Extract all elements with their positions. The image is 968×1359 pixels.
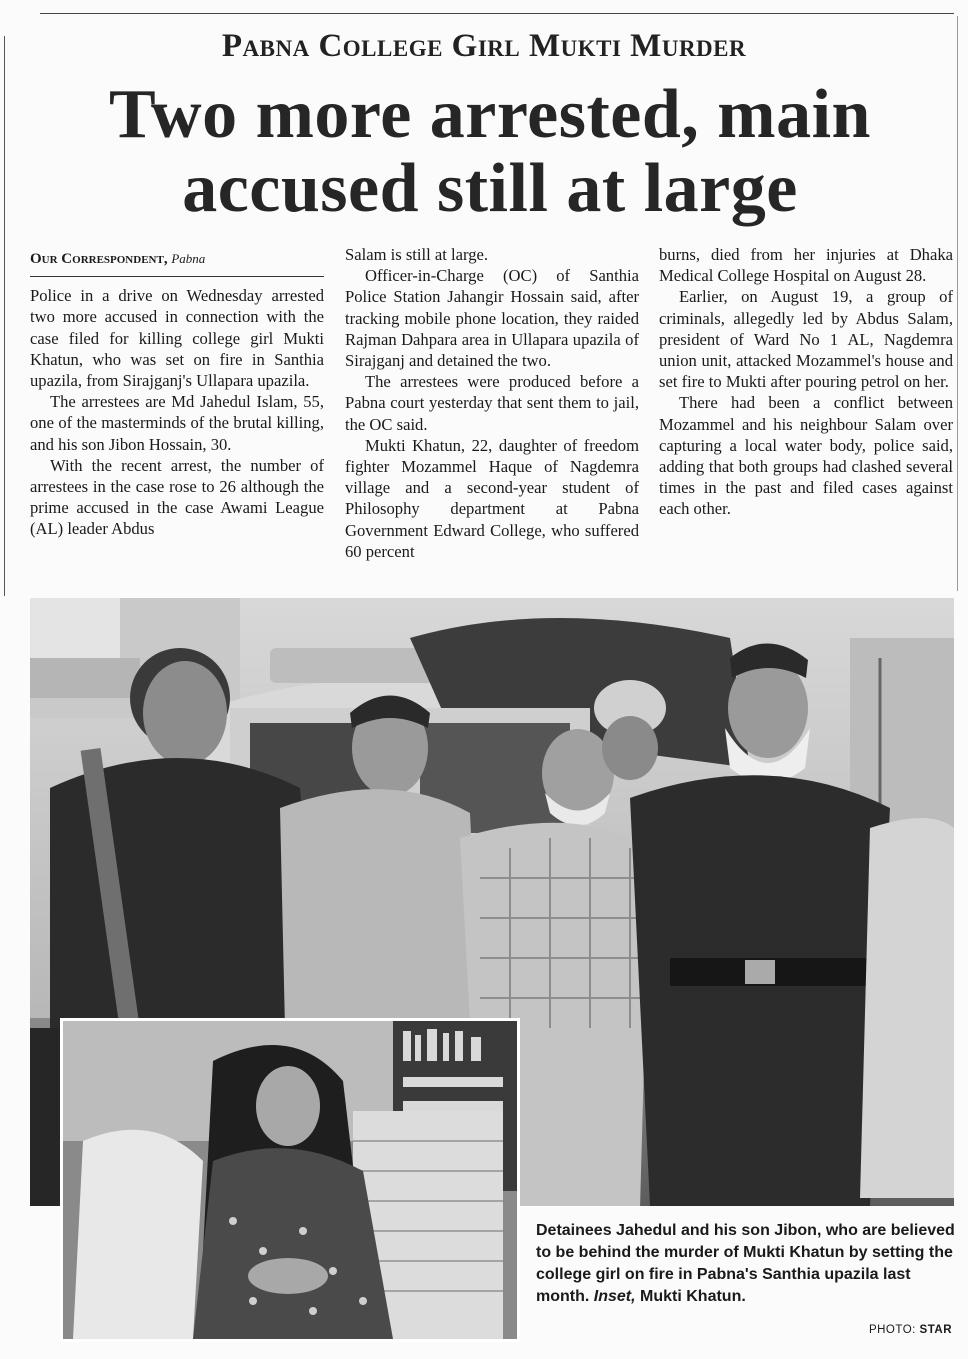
credit-prefix: PHOTO: [868, 1324, 916, 1336]
paragraph: There had been a conflict between Mozammel and his neighbour Salam over capturing a local water body, police said, adding that both groups had clashed several times in the past and filed cases against each other. [659, 393, 953, 519]
article-column-2 [345, 244, 639, 562]
right-column-rule [957, 16, 958, 591]
headline [40, 78, 940, 226]
headline-line-2: accused still at large [182, 150, 798, 227]
paragraph: Mukti Khatun, 22, daughter of freedom fighter Mozammel Haque of Nagdemra village and a second-year student of Philosophy department at Pabna Government Edward College, who suffered 60 percent [345, 435, 639, 561]
paragraph: The arrestees are Md Jahedul Islam, 55, one of the masterminds of the brutal killing, and his son Jibon Hossain, 30. [30, 392, 324, 454]
paragraph: burns, died from her injuries at Dhaka Medical College Hospital on August 28. [659, 245, 953, 286]
article-column-1 [30, 244, 324, 540]
caption-text: Detainees Jahedul and his son Jibon, who are believed to be behind the murder of Mukti Khatun by setting the college girl on fire in Pabna's Santhia upazila last month. [536, 1222, 955, 1305]
photo-caption [536, 1220, 956, 1308]
paragraph: Salam is still at large. [345, 245, 489, 264]
left-column-rule [4, 36, 5, 596]
top-rule [40, 13, 954, 14]
byline-place: Pabna [171, 251, 206, 266]
photo-credit [800, 1324, 952, 1336]
byline-name: Our Correspondent, [30, 251, 168, 267]
kicker: Pabna College Girl Mukti Murder [221, 28, 747, 64]
headline-line-1: Two more arrested, main [109, 76, 871, 153]
paragraph: Officer-in-Charge (OC) of Santhia Police Station Jahangir Hossain said, after tracking mobile phone location, they raided Rajman Dahpara area in Ullapara upazila of Sirajganj and detained the two. [345, 266, 639, 371]
inset-photo-illustration [63, 1021, 517, 1339]
credit-source: STAR [919, 1324, 952, 1336]
paragraph: With the recent arrest, the number of arrestees in the case rose to 26 although the prime accused in the case Awami League (AL) leader Abdus [30, 455, 324, 539]
byline-rule [30, 276, 324, 277]
inset-photo [60, 1018, 520, 1342]
byline [30, 248, 324, 270]
article-column-3 [659, 244, 953, 520]
paragraph: Earlier, on August 19, a group of criminals, allegedly led by Abdus Salam, president of Ward No 1 AL, Nagdemra union unit, attacked Mozammel's house and set fire to Mukti after pouring petrol on her. [659, 287, 953, 392]
caption-inset-label: Inset, [593, 1288, 636, 1305]
caption-inset-name: Mukti Khatun. [640, 1288, 746, 1305]
paragraph: Police in a drive on Wednesday arrested two more accused in connection with the case filed for killing college girl Mukti Khatun, who was set on fire in Santhia upazila, from Sirajganj's Ullapara upazila. [30, 286, 324, 391]
paragraph: The arrestees were produced before a Pabna court yesterday that sent them to jail, the OC said. [345, 372, 639, 434]
